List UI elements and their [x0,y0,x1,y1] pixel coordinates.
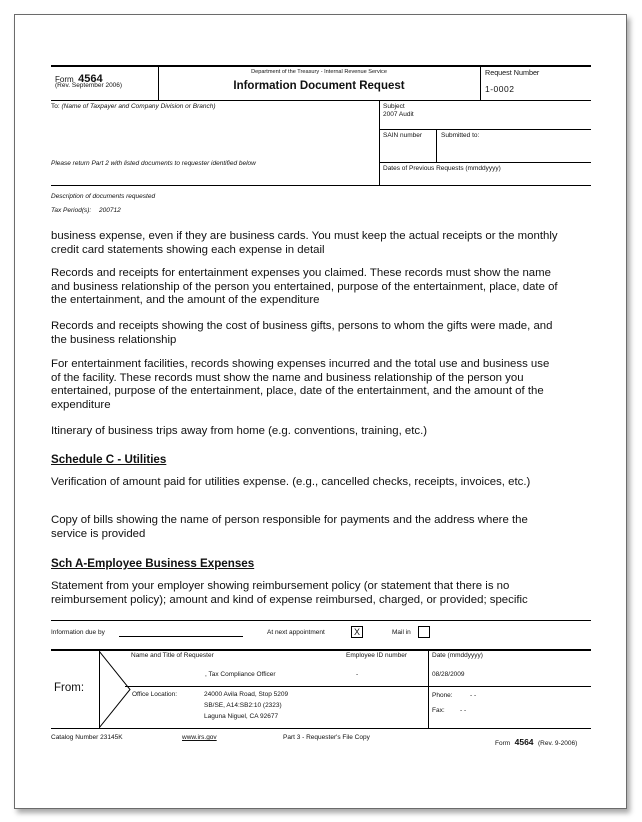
footer-form-number: 4564 [514,737,534,747]
office-top-rule [125,686,591,687]
document-list-paragraph [51,580,561,607]
form-label: Form [55,75,74,84]
office-address-line-1: 24000 Avila Road, Stop 5209 [204,691,289,698]
section-heading [51,453,561,467]
date-value: 08/28/2009 [432,671,465,678]
from-bottom-rule [51,728,591,729]
tax-period [51,207,121,215]
information-due-label: Information due by [51,629,105,636]
next-appointment-label: At next appointment [267,629,325,636]
footer-form-label: Form [495,740,511,747]
footer-form-id [495,732,577,750]
subject-value: 2007 Audit [383,111,414,118]
document-list-paragraph [51,320,561,347]
document-list-paragraph [51,514,561,541]
department-name: Department of the Treasury - Internal Revenue Service [251,69,387,75]
heading-sch-a-employee-expenses: Sch A-Employee Business Expenses [51,557,255,570]
from-arrow-icon [99,651,131,728]
form-number: 4564 [78,73,103,85]
subject-label: Subject [383,103,405,110]
name-title-label: Name and Title of Requester [131,652,214,659]
office-address-line-2: SB/SE, A14:SB2:10 (2323) [204,702,282,709]
paragraph-utility-bills: Copy of bills showing the name of person responsible for payments and the address where the service is provided [51,514,528,540]
phone-value: - - [470,692,477,699]
paragraph-entertainment-records: Records and receipts for entertainment expenses you claimed. These records must show the name and business relationship of the person you entertained, purpose of the entertainment, place, date of the entertainment, and the amount of the expenditure [51,267,558,307]
to-label: To: [51,103,60,110]
form-title: Information Document Request [233,80,405,92]
part-label: Part 3 - Requester's File Copy [283,734,370,741]
previous-requests-label[interactable]: Dates of Previous Requests (mmddyyyy) [383,165,501,172]
due-top-rule [51,620,591,621]
description-label: Description of documents requested [51,193,156,200]
information-due-field[interactable] [119,636,243,637]
mail-in-label: Mail in [392,629,411,636]
irs-website-link[interactable]: www.irs.gov [182,734,217,741]
heading-schedule-c-utilities: Schedule C - Utilities [51,453,167,466]
employee-id-label: Employee ID number [346,652,408,659]
date-column-divider [428,651,429,728]
employee-id-value: - [356,671,359,678]
request-number-label: Request Number [485,68,540,77]
phone-label: Phone: [432,692,453,699]
footer-form-revision: (Rev. 9-2006) [538,740,578,747]
tax-period-value: 200712 [99,207,121,214]
document-list-paragraph [51,476,561,490]
sain-divider [436,129,437,162]
document-list-paragraph [51,267,561,308]
from-label: From: [54,682,85,694]
date-label: Date (mmddyyyy) [432,652,483,659]
sain-number-label[interactable]: SAIN number [383,132,423,139]
office-address-line-3: Laguna Niguel, CA 92677 [204,713,279,720]
fax-value: - - [460,707,467,714]
sain-bottom-rule [379,162,591,163]
to-field[interactable] [51,103,216,111]
paragraph-itinerary: Itinerary of business trips away from home (e.g. conventions, training, etc.) [51,425,428,437]
paragraph-business-cards: business expense, even if they are business cards. You must keep the actual receipts or the monthly credit card statements showing each expense in detail [51,230,558,256]
paragraph-employer-statement: Statement from your employer showing reimbursement policy (or statement that there is no reimbursement policy); amount and kind of expense reimbursed, charged, or provided; specific [51,580,528,606]
subject-column-divider [379,100,380,186]
fields-bottom-rule [51,185,591,186]
header-divider-right [480,66,481,100]
document-list-paragraph [51,230,561,257]
document-list-paragraph [51,425,561,439]
paragraph-business-gifts: Records and receipts showing the cost of business gifts, persons to whom the gifts were made, and the business relationship [51,320,553,346]
section-heading [51,557,561,571]
to-hint: (Name of Taxpayer and Company Division or Branch) [61,103,216,110]
document-list-paragraph [51,358,561,412]
next-appointment-checkbox[interactable]: X [351,626,363,638]
fax-label: Fax: [432,707,445,714]
office-location-label: Office Location: [132,691,178,698]
mail-in-checkbox[interactable] [418,626,430,638]
submitted-to-label[interactable]: Submitted to: [441,132,480,139]
request-number: 1-0002 [485,84,515,94]
header-bottom-rule [51,100,591,101]
header-top-rule [51,65,591,67]
catalog-number: Catalog Number 23145K [51,734,123,741]
subject-bottom-rule [379,129,591,130]
form-revision: (Rev. September 2006) [55,82,123,89]
tax-period-label: Tax Period(s): [51,207,92,214]
paragraph-utilities-verification: Verification of amount paid for utilities expense. (e.g., cancelled checks, receipts, invoices, etc.) [51,476,531,488]
document-page [14,14,627,809]
name-title-value: , Tax Compliance Officer [205,671,276,678]
from-top-rule [51,649,591,651]
return-note: Please return Part 2 with listed documents to requester identified below [51,160,256,167]
paragraph-entertainment-facilities: For entertainment facilities, records showing expenses incurred and the total use and business use of the facility. These records must show the name and business relationship of the person you entertained, purpose of the entertainment, place, date of the entertainment, and the amount of the expenditure [51,358,550,411]
